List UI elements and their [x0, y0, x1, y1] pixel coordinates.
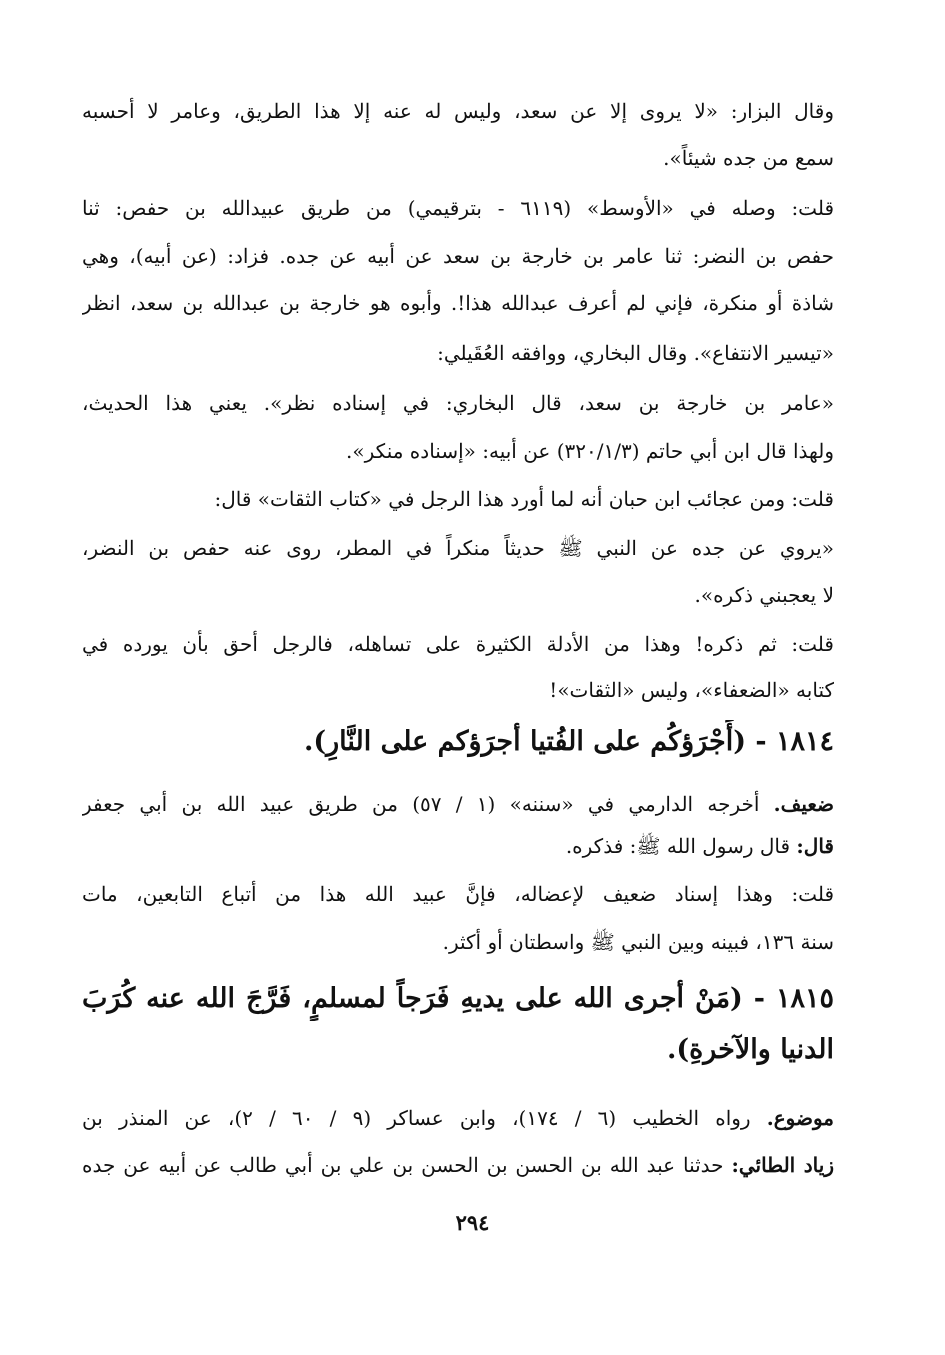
- text-line-3: قلت: وصله في «الأوسط» (٦١١٩ - بترقيمي) من طريق عبيدالله بن حفص: ثنا: [82, 196, 834, 220]
- text-line-6: «تيسير الانتفاع». وقال البخاري، ووافقه العُقَيلي:: [437, 341, 834, 365]
- text-line-2: سمع من جده شيئاً».: [663, 146, 834, 170]
- ruling-text: أخرجه الدارمي في «سننه» (١ / ٥٧) من طريق عبيد الله بن أبي جعفر: [82, 792, 774, 816]
- said-label: قال:: [796, 834, 834, 858]
- text-line-7: «عامر بن خارجة بن سعد، قال البخاري: في إسناده نظر». يعني هذا الحديث،: [82, 391, 834, 415]
- narrator-line-1815: [82, 1148, 834, 1182]
- comment-line-1814-b: سنة ١٣٦، فبينه وبين النبي ﷺ واسطتان أو أكثر.: [442, 930, 834, 954]
- hadith-heading-1815-line-2: الدنيا والآخرةِ).: [666, 1034, 834, 1065]
- said-line-1814: [82, 829, 834, 863]
- text-line-8: ولهذا قال ابن أبي حاتم (٣٢٠/١/٣) عن أبيه: «إسناده منكر».: [346, 439, 834, 463]
- text-line-10: «يروي عن جده عن النبي ﷺ حديثاً منكراً في المطر، روى عنه حفص بن النضر،: [82, 536, 834, 560]
- hadith-heading-1814: ١٨١٤ - (أَجْرَؤكُم على الفُتيا أجرَؤكم على النَّارِ).: [303, 726, 834, 757]
- narrator-label: زياد الطائي:: [731, 1153, 834, 1177]
- ruling-text-1815: رواه الخطيب (٦ / ١٧٤)، وابن عساكر (٩ / ٦٠ / ٢)، عن المنذر بن: [82, 1106, 767, 1130]
- ruling-line-1815: [82, 1101, 834, 1135]
- comment-line-1814-a: قلت: وهذا إسناد ضعيف لإعضاله، فإنَّ عبيد الله هذا من أتباع التابعين، مات: [82, 882, 834, 906]
- narrator-text: حدثنا عبد الله بن الحسن بن الحسن بن علي بن أبي طالب عن أبيه عن جده: [82, 1153, 732, 1177]
- ruling-label: ضعيف.: [773, 792, 834, 816]
- ruling-line-1814: [82, 787, 834, 821]
- text-line-1: وقال البزار: «لا يروى إلا عن سعد، وليس له عنه إلا هذا الطريق، وعامر لا أحسبه: [82, 99, 834, 123]
- text-line-9: قلت: ومن عجائب ابن حبان أنه لما أورد هذا الرجل في «كتاب الثقات» قال:: [214, 487, 834, 511]
- hadith-heading-1815-line-1: ١٨١٥ - (مَنْ أجرى الله على يديهِ فَرَجاً لمسلمٍ، فَرَّجَ الله عنه كُرَبَ: [82, 983, 834, 1014]
- page-number: ٢٩٤: [455, 1210, 490, 1235]
- said-text: قال رسول الله ﷺ: فذكره.: [565, 834, 797, 858]
- text-line-12: قلت: ثم ذكره! وهذا من الأدلة الكثيرة على تساهله، فالرجل أحق بأن يورده في: [82, 632, 834, 656]
- text-line-13: كتابه «الضعفاء»، وليس «الثقات»!: [549, 678, 834, 702]
- ruling-label-1815: موضوع.: [766, 1106, 834, 1130]
- text-line-4: حفص بن النضر: ثنا عامر بن خارجة بن سعد عن أبيه عن جده. فزاد: (عن أبيه)، وهي: [82, 244, 834, 268]
- text-line-5: شاذة أو منكرة، فإني لم أعرف عبدالله هذا!. وأبوه هو خارجة بن عبدالله بن سعد، انظر: [82, 291, 834, 315]
- text-line-11: لا يعجبني ذكره».: [694, 583, 834, 607]
